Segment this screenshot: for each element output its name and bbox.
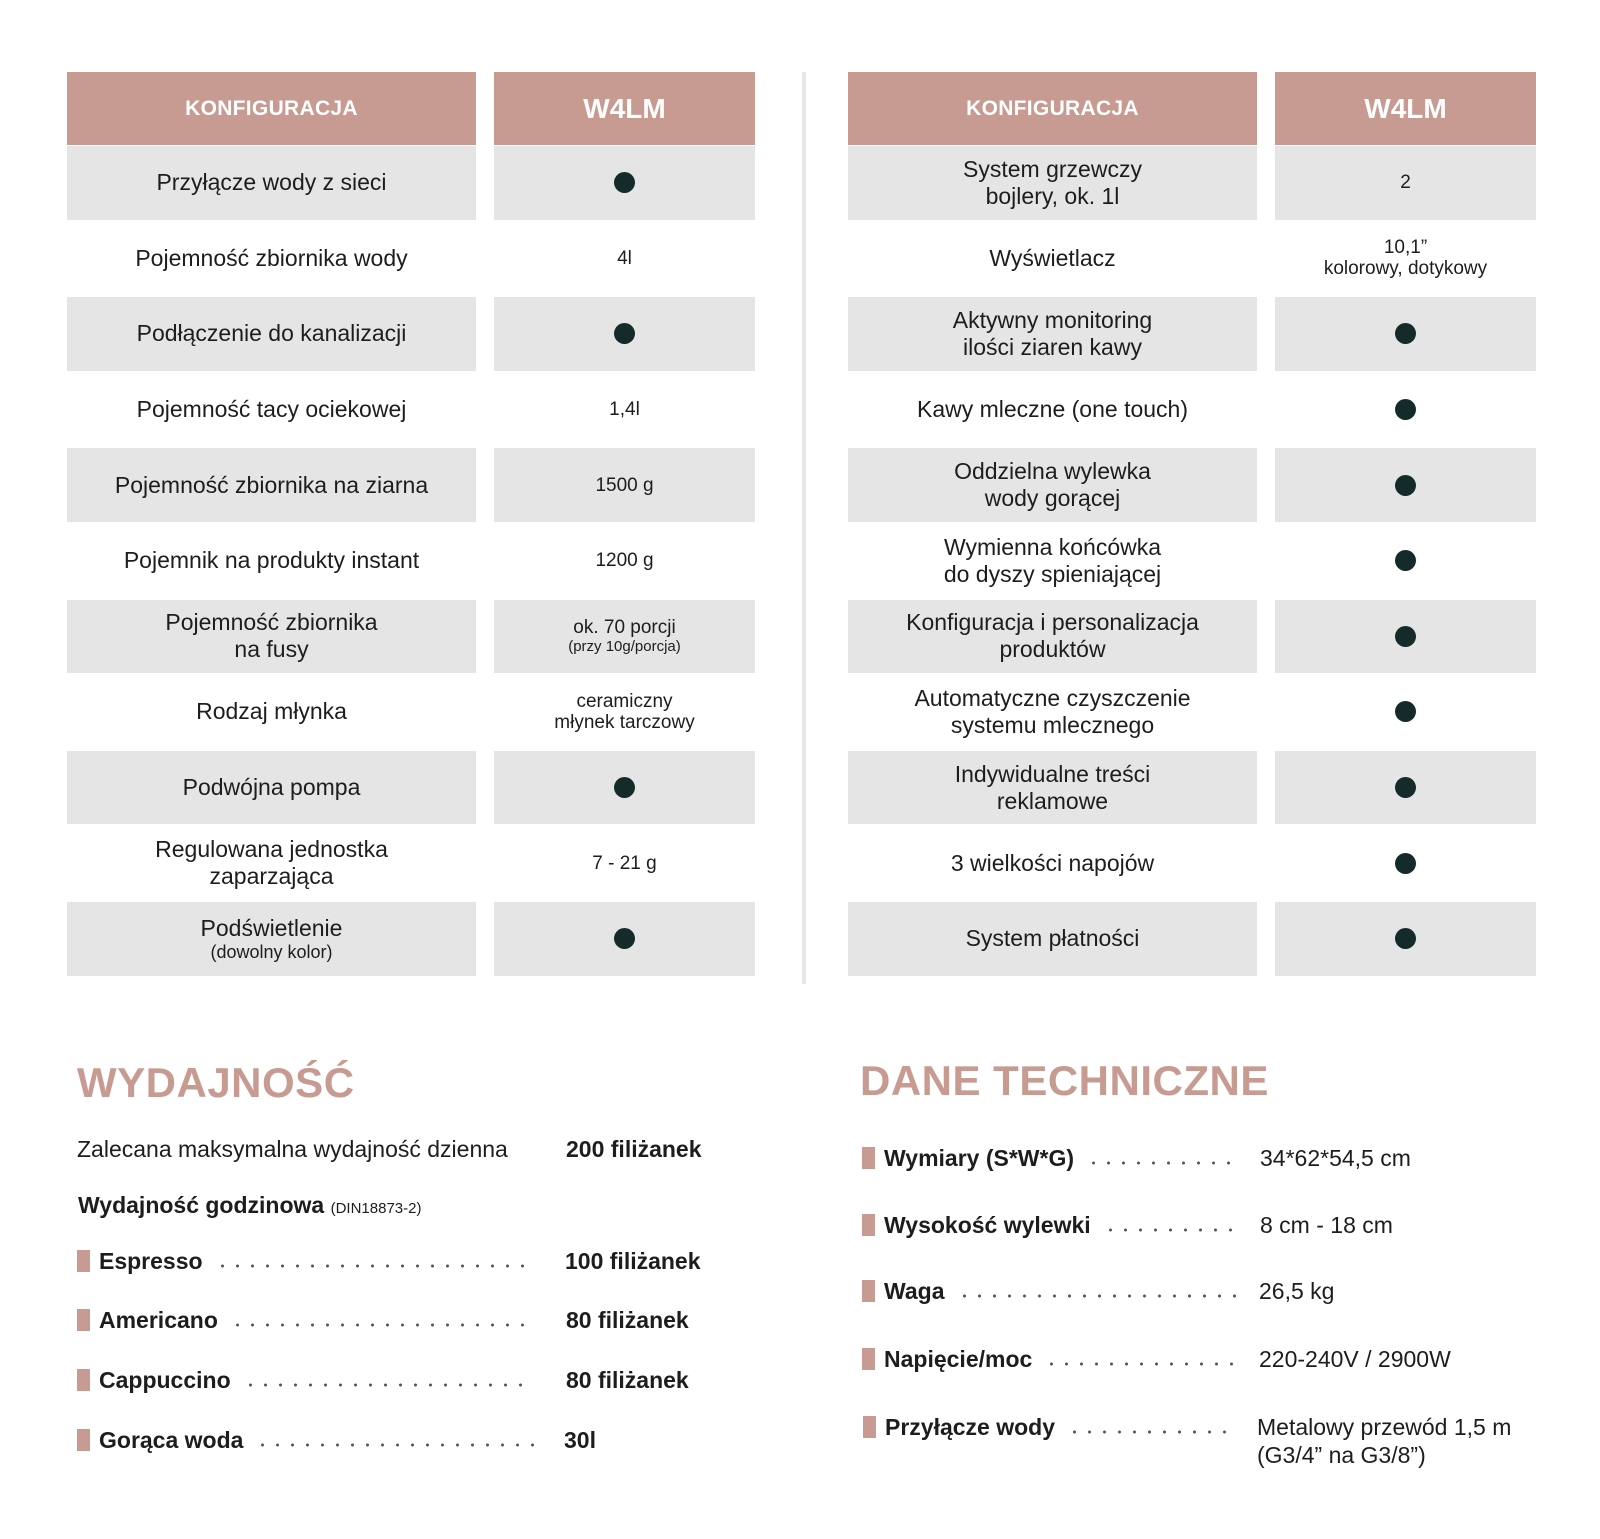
dotted-leader	[1103, 1228, 1236, 1232]
table-row	[848, 297, 1536, 371]
bullet-marker-icon	[77, 1429, 90, 1451]
row-label: Indywidualne treści	[954, 760, 1151, 787]
available-dot-icon	[1395, 323, 1416, 344]
row-value: 1,4l	[609, 399, 640, 421]
row-label: System grzewczy	[963, 155, 1142, 182]
header-model-label: W4LM	[494, 72, 755, 145]
table-row	[848, 373, 1536, 447]
hourly-capacity-heading	[78, 1192, 421, 1219]
daily-capacity-value: 200 filiżanek	[566, 1136, 702, 1162]
row-label: Przyłącze wody z sieci	[156, 169, 387, 196]
table-row	[848, 902, 1536, 976]
table-row	[848, 146, 1536, 220]
bullet-marker-icon	[862, 1214, 875, 1236]
bullet-marker-icon	[77, 1250, 90, 1272]
row-label: Oddzielna wylewka	[954, 458, 1151, 485]
item-value: 220-240V / 2900W	[1259, 1346, 1451, 1372]
table-row	[67, 826, 755, 900]
table-row	[67, 297, 755, 371]
item-value: 100 filiżanek	[565, 1248, 701, 1274]
dotted-leader	[957, 1294, 1237, 1298]
table-row	[67, 448, 755, 522]
list-item	[77, 1303, 542, 1337]
table-header	[67, 72, 755, 145]
row-value-line2: młynek tarczowy	[554, 711, 695, 733]
bullet-marker-icon	[862, 1280, 875, 1302]
item-value: Metalowy przewód 1,5 m	[1257, 1414, 1512, 1440]
wydajnosc-title: WYDAJNOŚĆ	[77, 1059, 355, 1106]
row-label: Pojemność tacy ociekowej	[136, 396, 407, 423]
item-label: Espresso	[99, 1247, 203, 1274]
item-label: Americano	[99, 1306, 218, 1333]
bullet-marker-icon	[77, 1369, 90, 1391]
row-label: Podświetlenie	[200, 915, 343, 942]
table-row	[67, 524, 755, 598]
table-row	[848, 751, 1536, 825]
list-item	[77, 1423, 542, 1457]
row-label-line2: wody gorącej	[984, 485, 1121, 512]
daily-capacity-label: Zalecana maksymalna wydajność dzienna	[77, 1136, 508, 1162]
table-row	[848, 448, 1536, 522]
row-label: Pojemność zbiornika na ziarna	[114, 471, 429, 498]
row-value: 1500 g	[595, 474, 654, 496]
row-value: ok. 70 porcji	[573, 616, 676, 638]
dotted-leader	[230, 1323, 534, 1327]
available-dot-icon	[614, 928, 635, 949]
row-label-line2: na fusy	[234, 636, 309, 663]
hourly-capacity-label: Wydajność godzinowa	[78, 1192, 325, 1218]
row-label: Wyświetlacz	[989, 244, 1116, 271]
dane-techniczne-title: DANE TECHNICZNE	[860, 1057, 1269, 1104]
item-value: 30l	[564, 1427, 596, 1453]
row-value: 10,1”	[1383, 237, 1428, 259]
list-item	[77, 1244, 542, 1278]
list-item	[77, 1363, 542, 1397]
row-label: Pojemność zbiornika wody	[135, 244, 408, 271]
dotted-leader	[215, 1264, 534, 1268]
dotted-leader	[243, 1383, 534, 1387]
table-header	[848, 72, 1536, 145]
available-dot-icon	[614, 172, 635, 193]
available-dot-icon	[1395, 928, 1416, 949]
bullet-marker-icon	[77, 1309, 90, 1331]
header-model-label: W4LM	[1275, 72, 1536, 145]
available-dot-icon	[1395, 475, 1416, 496]
item-label: Wysokość wylewki	[884, 1211, 1091, 1238]
row-value: 1200 g	[595, 550, 654, 572]
row-value-line2: kolorowy, dotykowy	[1323, 258, 1488, 280]
config-table-right	[848, 72, 1536, 978]
dotted-leader	[1067, 1430, 1236, 1434]
available-dot-icon	[1395, 399, 1416, 420]
list-item	[862, 1208, 1244, 1242]
row-value: 2	[1400, 172, 1411, 194]
column-divider	[802, 72, 806, 984]
table-row	[848, 675, 1536, 749]
available-dot-icon	[614, 777, 635, 798]
table-row	[67, 222, 755, 296]
row-label: Podwójna pompa	[182, 774, 361, 801]
item-value: 26,5 kg	[1259, 1278, 1335, 1304]
row-label: Konfiguracja i personalizacja	[906, 609, 1199, 636]
table-row	[848, 222, 1536, 296]
row-label-line2: reklamowe	[996, 787, 1109, 814]
item-label: Waga	[884, 1277, 945, 1304]
row-label: Regulowana jednostka	[155, 836, 388, 863]
bullet-marker-icon	[862, 1348, 875, 1370]
row-label: Pojemność zbiornika	[165, 609, 378, 636]
table-row	[848, 600, 1536, 674]
row-label: Wymienna końcówka	[943, 533, 1162, 560]
row-label-line2: zaparzająca	[209, 863, 334, 890]
row-value-note: (przy 10g/porcja)	[568, 637, 681, 655]
item-label: Wymiary (S*W*G)	[884, 1144, 1075, 1171]
row-value: 4l	[617, 247, 632, 269]
table-row	[67, 902, 755, 976]
list-item	[862, 1342, 1244, 1376]
row-value: 7 - 21 g	[592, 852, 657, 874]
row-value: ceramiczny	[576, 690, 673, 712]
table-row	[67, 675, 755, 749]
available-dot-icon	[614, 323, 635, 344]
row-label-line2: ilości ziaren kawy	[963, 333, 1142, 360]
item-label: Napięcie/moc	[884, 1345, 1033, 1372]
hourly-capacity-norm: (DIN18873-2)	[330, 1200, 422, 1217]
row-label: System płatności	[965, 925, 1140, 952]
list-item	[862, 1141, 1244, 1175]
table-row	[67, 600, 755, 674]
dotted-leader	[1086, 1161, 1236, 1165]
list-item	[862, 1274, 1244, 1308]
row-label: Podłączenie do kanalizacji	[136, 320, 407, 347]
row-label-line2: systemu mlecznego	[950, 711, 1155, 738]
table-row	[67, 146, 755, 220]
dotted-leader	[255, 1443, 534, 1447]
available-dot-icon	[1395, 550, 1416, 571]
header-config-label: KONFIGURACJA	[67, 72, 476, 145]
item-value: 80 filiżanek	[566, 1367, 689, 1393]
item-label: Gorąca woda	[99, 1426, 244, 1453]
item-label: Cappuccino	[99, 1366, 231, 1393]
item-value-line2: (G3/4” na G3/8”)	[1257, 1442, 1426, 1468]
item-value-block	[1257, 1413, 1511, 1469]
row-label: Automatyczne czyszczenie	[914, 684, 1191, 711]
available-dot-icon	[1395, 777, 1416, 798]
item-value: 80 filiżanek	[566, 1307, 689, 1333]
item-label: Przyłącze wody	[885, 1413, 1056, 1440]
row-label: Pojemnik na produkty instant	[123, 547, 420, 574]
row-label-line2: bojlery, ok. 1l	[985, 182, 1120, 209]
available-dot-icon	[1395, 626, 1416, 647]
available-dot-icon	[1395, 701, 1416, 722]
row-label-line2: produktów	[999, 636, 1106, 663]
dotted-leader	[1044, 1362, 1236, 1366]
row-label: 3 wielkości napojów	[950, 849, 1155, 876]
row-label: Rodzaj młynka	[196, 698, 347, 725]
row-label: Kawy mleczne (one touch)	[916, 396, 1188, 423]
item-value: 34*62*54,5 cm	[1260, 1145, 1411, 1171]
bullet-marker-icon	[862, 1147, 875, 1169]
config-table-left	[67, 72, 755, 978]
table-row	[848, 826, 1536, 900]
row-label-note: (dowolny kolor)	[210, 942, 333, 963]
table-row	[848, 524, 1536, 598]
available-dot-icon	[1395, 853, 1416, 874]
bullet-marker-icon	[863, 1416, 876, 1438]
row-label: Aktywny monitoring	[952, 306, 1153, 333]
table-row	[67, 751, 755, 825]
list-item	[863, 1410, 1244, 1444]
row-label-line2: do dyszy spieniającej	[943, 560, 1162, 587]
item-value: 8 cm - 18 cm	[1260, 1212, 1393, 1238]
header-config-label: KONFIGURACJA	[848, 72, 1257, 145]
table-row	[67, 373, 755, 447]
